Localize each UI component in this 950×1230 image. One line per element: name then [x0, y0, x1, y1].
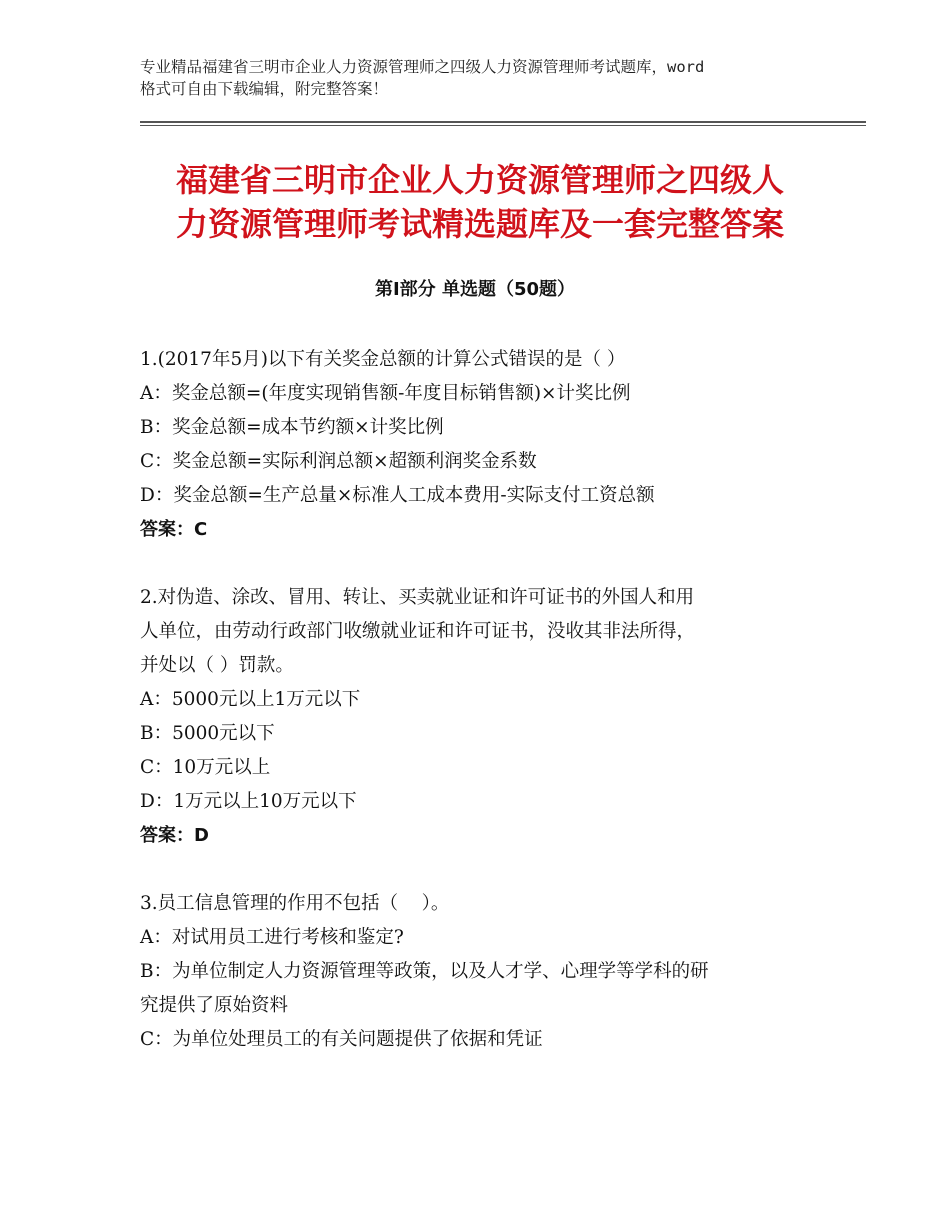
- question-stem-line: 1.(2017年5月)以下有关奖金总额的计算公式错误的是（ ）: [140, 349, 626, 370]
- answer-line: 答案：D: [140, 825, 209, 846]
- question-stem-line: 并处以（ ）罚款。: [140, 655, 294, 676]
- answer-line: 答案：C: [140, 519, 208, 540]
- question-option-line: C：10万元以上: [140, 757, 271, 778]
- question-option-line: A：5000元以上1万元以下: [140, 689, 361, 710]
- question-option-line: D：1万元以上10万元以下: [140, 791, 357, 812]
- question-option-line: D：奖金总额=生产总量×标准人工成本费用-实际支付工资总额: [140, 485, 655, 506]
- question-option-line: B：5000元以下: [140, 723, 275, 744]
- question-option-line: C：奖金总额=实际利润总额×超额利润奖金系数: [140, 451, 537, 472]
- question-option-line: C：为单位处理员工的有关问题提供了依据和凭证: [140, 1029, 543, 1050]
- header-rule-thin: [140, 125, 866, 126]
- title-line-1: 福建省三明市企业人力资源管理师之四级人: [175, 161, 784, 199]
- question-option-line: 究提供了原始资料: [140, 995, 289, 1016]
- header-line-2: 格式可自由下载编辑，附完整答案！: [140, 80, 389, 98]
- question-option-line: A：奖金总额=(年度实现销售额-年度目标销售额)×计奖比例: [140, 383, 631, 404]
- section-heading: 第Ⅰ部分 单选题（50题）: [374, 279, 575, 300]
- header-rule-thick: [140, 121, 866, 123]
- question-list: [140, 343, 820, 1091]
- title-line-2: 力资源管理师考试精选题库及一套完整答案: [175, 205, 784, 243]
- question-option-line: B：奖金总额=成本节约额×计奖比例: [140, 417, 444, 438]
- question-block: [140, 581, 820, 853]
- document-title: [140, 158, 820, 246]
- question-stem-line: 2.对伪造、涂改、冒用、转让、买卖就业证和许可证书的外国人和用: [140, 587, 695, 608]
- header-line-1: 专业精品福建省三明市企业人力资源管理师之四级人力资源管理师考试题库，word: [140, 58, 705, 76]
- question-block: [140, 887, 820, 1057]
- question-block: [140, 343, 820, 547]
- document-header: [140, 56, 820, 100]
- question-option-line: B：为单位制定人力资源管理等政策，以及人才学、心理学等学科的研: [140, 961, 709, 982]
- question-stem-line: 3.员工信息管理的作用不包括（ ）。: [140, 893, 450, 914]
- question-stem-line: 人单位，由劳动行政部门收缴就业证和许可证书，没收其非法所得，: [140, 621, 696, 642]
- question-option-line: A：对试用员工进行考核和鉴定?: [140, 927, 404, 948]
